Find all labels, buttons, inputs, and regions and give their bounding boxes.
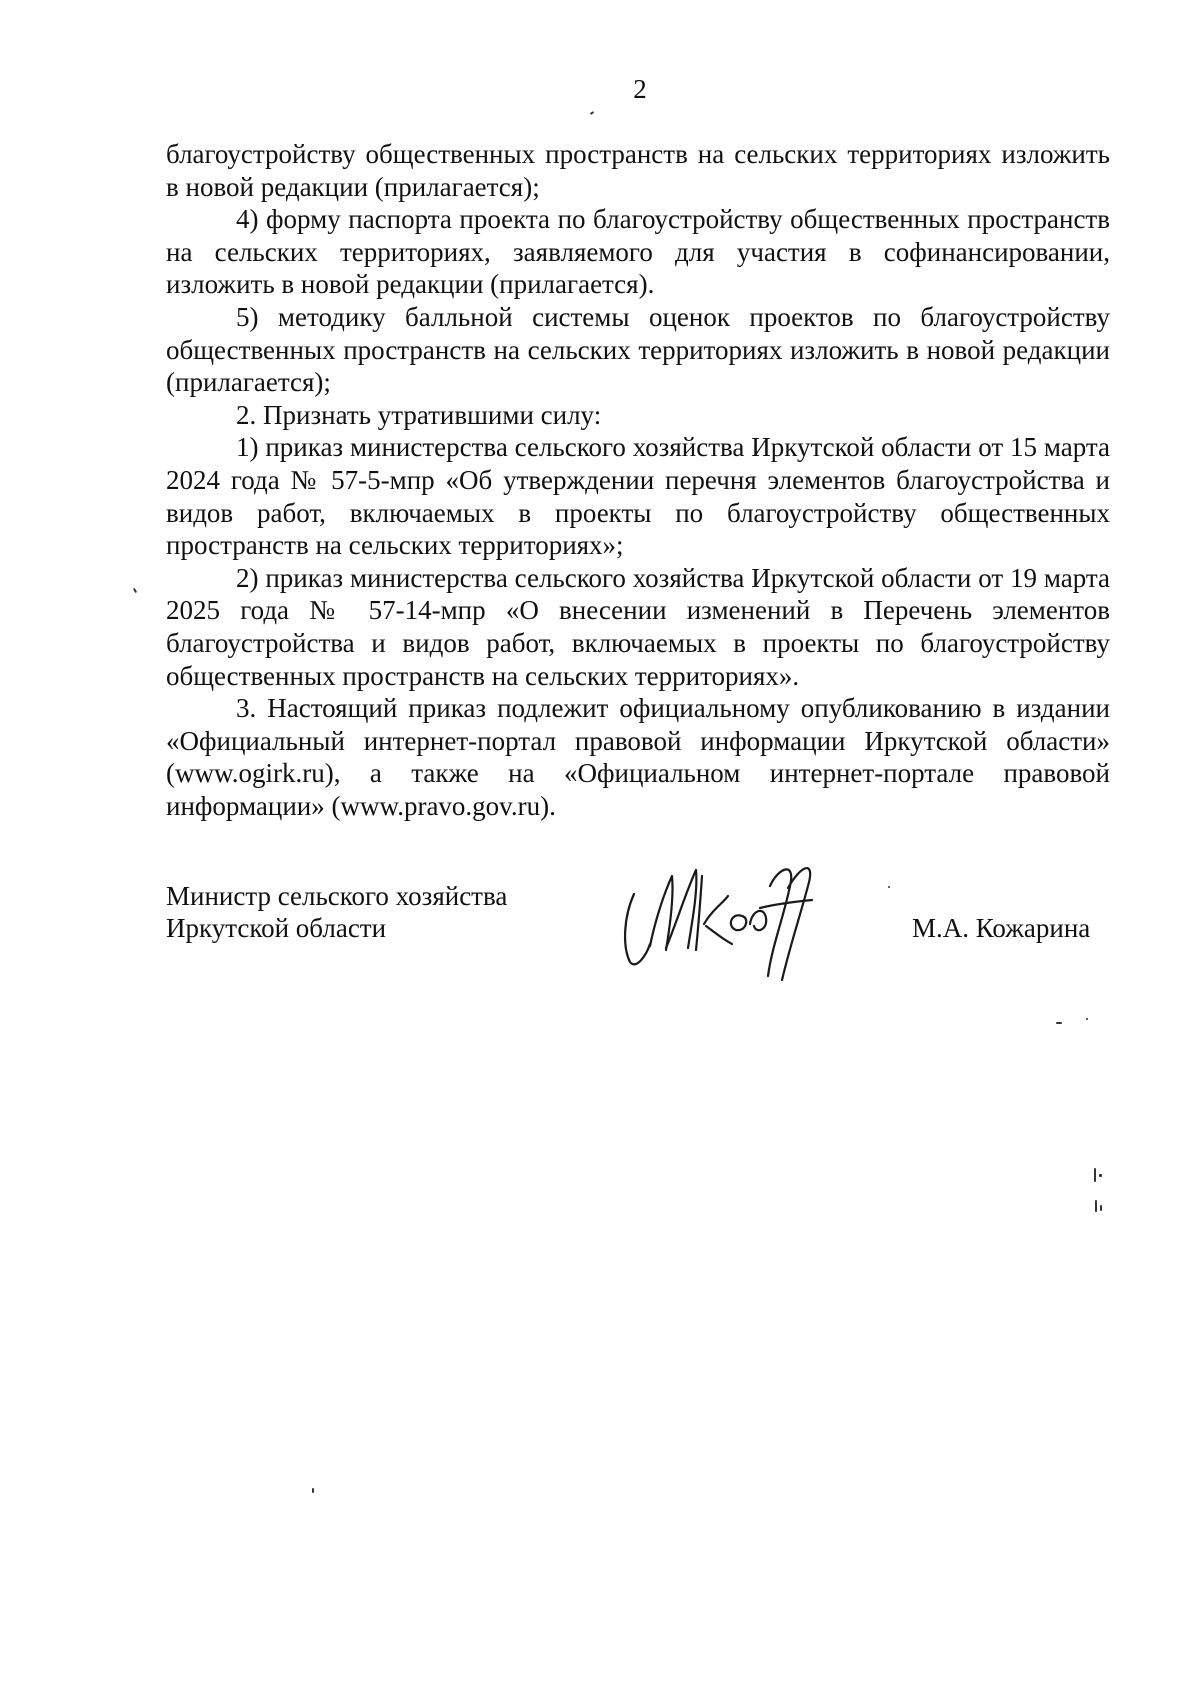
page-number: 2 xyxy=(633,74,647,104)
scan-speck xyxy=(1100,1205,1102,1211)
document-body xyxy=(166,138,1110,822)
scan-speck xyxy=(1099,1174,1102,1177)
handwritten-signature xyxy=(620,846,860,986)
scan-speck xyxy=(312,1488,314,1493)
scan-speck xyxy=(133,588,137,593)
paragraph-continuation: благоустройству общественных пространств на сельских территориях изложить в новой редакции (прилагается); xyxy=(166,139,1110,202)
signatory-name: М.А. Кожарина xyxy=(912,913,1091,943)
paragraph-section-2: 2. Признать утратившими силу: xyxy=(236,399,602,430)
signatory-position-line2: Иркутской области xyxy=(166,913,387,943)
signatory-position xyxy=(166,880,507,944)
scan-speck xyxy=(1095,1200,1097,1212)
signatory-position-line1: Министр сельского хозяйства xyxy=(166,881,508,911)
scan-speck xyxy=(1086,1018,1088,1020)
paragraph-section-2-item-2: 2) приказ министерства сельского хозяйства Иркутской области от 19 марта 2025 года № 57-14-мпр «О внесении изменений в Перечень элементов благоустройства и видов работ, включаемых в проекты по благоустройству общественных пространств на сельских территориях». xyxy=(166,562,1110,691)
paragraph-item-5: 5) методику балльной системы оценок проектов по благоустройству общественных пространств на сельских территориях изложить в новой редакции (прилагается); xyxy=(166,301,1110,398)
scan-speck xyxy=(1056,1022,1062,1024)
scan-speck xyxy=(590,111,594,115)
paragraph-section-3: 3. Настоящий приказ подлежит официальному опубликованию в издании «Официальный интернет-портал правовой информации Иркутской области» (www.ogirk.ru), а также на «Официальном интернет-портале правовой информации» (www.pravo.gov.ru). xyxy=(166,693,1110,821)
paragraph-item-4: 4) форму паспорта проекта по благоустройству общественных пространств на сельских территориях, заявляемого для участия в софинансировании, изложить в новой редакции (прилагается). xyxy=(166,204,1110,300)
paragraph-section-2-item-1: 1) приказ министерства сельского хозяйства Иркутской области от 15 марта 2024 года № 57-5-мпр «Об утверждении перечня элементов благоустройства и видов работ, включаемых в проекты по благоустройству общественных пространств на сельских территориях»; xyxy=(166,432,1110,561)
scan-speck xyxy=(888,886,890,888)
scan-speck xyxy=(1094,1168,1096,1182)
